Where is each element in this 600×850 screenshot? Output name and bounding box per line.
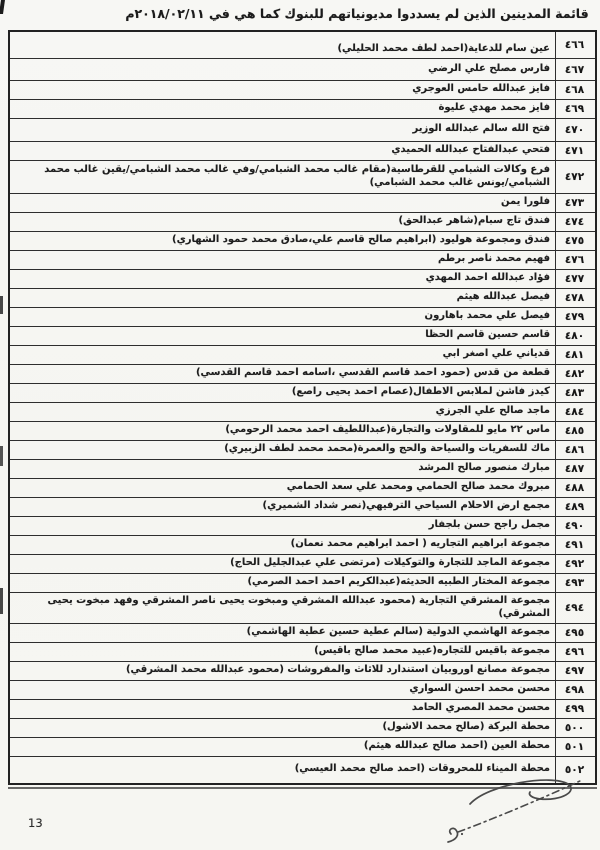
table-row <box>10 289 595 308</box>
row-number: ٤٨٧ <box>555 460 595 478</box>
row-number: ٤٦٦ <box>555 32 595 58</box>
row-number: ٤٨٤ <box>555 403 595 421</box>
debtor-name: ماجد صالح علي الجرزي <box>435 405 550 417</box>
table-row <box>10 555 595 574</box>
table-row <box>10 100 595 119</box>
table-row <box>10 194 595 213</box>
debtor-name: فيصل عبدالله هيثم <box>456 291 550 303</box>
row-number: ٤٨٦ <box>555 441 595 459</box>
table-row <box>10 574 595 593</box>
row-number: ٤٧٢ <box>555 161 595 193</box>
debtor-name: فهيم محمد ناصر برطم <box>437 253 550 265</box>
debtor-name: فندق تاج سبام(شاهر عبدالحق) <box>398 215 550 227</box>
debtor-name: فرع وكالات الشبامي للقرطاسية(مقام غالب محمد الشبامي/وفي غالب محمد الشبامي/يقين غالب محمد الشبامي/يونس غالب محمد الشبامي) <box>44 164 550 188</box>
table-row <box>10 738 595 757</box>
table-row <box>10 81 595 100</box>
row-number: ٤٩٠ <box>555 517 595 535</box>
row-number: ٤٨٨ <box>555 479 595 497</box>
debtors-table <box>8 30 597 785</box>
row-number: ٤٨٣ <box>555 384 595 402</box>
table-row <box>10 662 595 681</box>
scan-artifact <box>0 0 5 14</box>
table-row <box>10 270 595 289</box>
row-number: ٤٧٥ <box>555 232 595 250</box>
table-row <box>10 498 595 517</box>
table-row <box>10 327 595 346</box>
table-row <box>10 536 595 555</box>
debtor-name: محسن محمد المصري الحامد <box>411 702 550 714</box>
table-row <box>10 593 595 624</box>
row-number: ٤٩٨ <box>555 681 595 699</box>
row-number: ٤٨٩ <box>555 498 595 516</box>
debtor-name: مجموعة الهاشمي الدولية (سالم عطية حسين عطية الهاشمي) <box>246 626 550 638</box>
debtor-name: قاسم حسين قاسم الحظا <box>425 329 550 341</box>
debtor-name: فايز عبدالله حامس العوجري <box>412 83 550 95</box>
table-row <box>10 161 595 194</box>
debtor-name: قطعة من قدس (حمود احمد قاسم القدسي ،اسامه احمد قاسم القدسي) <box>195 367 550 379</box>
table-row <box>10 643 595 662</box>
debtor-name: مجموعة المشرقي التجارية (محمود عبدالله المشرقي ومبخوت يحيى ناصر المشرقي وفهد مبخوت يحيى المشرقي) <box>47 595 550 619</box>
debtor-name: فندق ومجموعة هوليود (ابراهيم صالح قاسم علي،صادق محمد حمود الشهاري) <box>172 234 550 246</box>
row-number: ٤٧٠ <box>555 119 595 141</box>
table-row <box>10 251 595 270</box>
row-number: ٤٨١ <box>555 346 595 364</box>
debtor-name: ماس ٢٢ مايو للمقاولات والتجارة(عبداللطيف احمد محمد الرحومي) <box>225 424 550 436</box>
debtor-name: ماك للسفريات والسياحة والحج والعمرة(محمد محمد لطف الزبيري) <box>224 443 550 455</box>
table-row <box>10 479 595 498</box>
debtor-name: مجموعة باقيس للتجاره(عبيد محمد صالح باقيس) <box>314 645 550 657</box>
debtor-name: فارس مصلح علي الرضي <box>428 62 550 74</box>
debtor-name: فلورا يمن <box>500 196 550 208</box>
debtor-name: مجموعة ابراهيم التجاريه ( احمد ابراهيم محمد نعمان) <box>290 538 550 550</box>
debtor-name: محطة العين (احمد صالح عبدالله هيثم) <box>363 740 550 752</box>
table-row <box>10 517 595 536</box>
debtor-name: محطة الميناء للمحروقات (احمد صالح محمد العيسي) <box>294 763 550 775</box>
debtor-name: مجموعة مصانع اوروبيان استندارد للاثاث والمفروشات (محمود عبدالله محمد المشرقي) <box>125 664 550 676</box>
table-row <box>10 403 595 422</box>
debtor-name: محسن محمد احسن السواري <box>409 683 550 695</box>
row-number: ٤٧٨ <box>555 289 595 307</box>
row-number: ٤٧٧ <box>555 270 595 288</box>
debtor-name: كيدز فاشن لملابس الاطفال(عصام احمد يحيى راصع) <box>291 386 550 398</box>
row-number: ٤٦٧ <box>555 59 595 80</box>
row-number: ٤٩٤ <box>555 593 595 623</box>
debtor-name: فتح الله سالم عبدالله الوزير <box>412 123 550 135</box>
scan-artifact <box>0 446 3 466</box>
row-number: ٤٩٧ <box>555 662 595 680</box>
row-number: ٤٦٩ <box>555 100 595 118</box>
row-number: ٤٩٩ <box>555 700 595 718</box>
row-number: ٤٧٤ <box>555 213 595 231</box>
row-number: ٤٨٢ <box>555 365 595 383</box>
row-number: ٤٨٠ <box>555 327 595 345</box>
debtor-name: فؤاد عبدالله احمد المهدي <box>425 272 550 284</box>
table-row <box>10 460 595 479</box>
debtor-name: مجمل راجح حسن بلجفار <box>428 519 550 531</box>
debtor-name: عين سام للدعاية(احمد لطف محمد الحليلي) <box>337 42 550 54</box>
row-number: ٤٨٥ <box>555 422 595 440</box>
table-row <box>10 441 595 460</box>
table-row <box>10 59 595 81</box>
table-row <box>10 232 595 251</box>
table-row <box>10 213 595 232</box>
debtor-name: مجموعة الماجد للتجارة والتوكيلات (مرتضى علي عبدالجليل الحاج) <box>230 557 550 569</box>
row-number: ٥٠٢ <box>555 757 595 783</box>
table-row <box>10 681 595 700</box>
row-number: ٤٩٦ <box>555 643 595 661</box>
handwritten-signature-mark <box>440 768 595 848</box>
debtor-name: مجمع ارض الاحلام السياحي الترفيهي(نصر شداد الشميري) <box>262 500 550 512</box>
debtor-name: محطة البركة (صالح محمد الاشول) <box>382 721 550 733</box>
table-row <box>10 32 595 59</box>
debtor-name: فايز محمد مهدي عليوة <box>438 102 550 114</box>
table-row <box>10 365 595 384</box>
row-number: ٥٠٠ <box>555 719 595 737</box>
debtor-name: مجموعة المختار الطبيه الحديثه(عبدالكريم احمد احمد الصرمي) <box>247 576 550 588</box>
scan-artifact <box>0 296 3 314</box>
table-row <box>10 700 595 719</box>
page-number: 13 <box>28 816 43 830</box>
debtor-name: قدياني علي اصغر ابي <box>442 348 550 360</box>
debtor-name: فتحي عبدالفتاح عبدالله الحميدي <box>391 144 550 156</box>
table-row <box>10 119 595 142</box>
row-number: ٤٩٢ <box>555 555 595 573</box>
table-row <box>10 422 595 441</box>
table-row <box>10 384 595 403</box>
debtor-name: مبروك محمد صالح الحمامي ومحمد علي سعد الحمامي <box>286 481 550 493</box>
row-number: ٤٧٩ <box>555 308 595 326</box>
debtor-name: مبارك منصور صالح المرشد <box>418 462 550 474</box>
table-row <box>10 308 595 327</box>
row-number: ٤٧٦ <box>555 251 595 269</box>
table-row <box>10 346 595 365</box>
table-row <box>10 142 595 161</box>
row-number: ٤٦٨ <box>555 81 595 99</box>
row-number: ٤٩٣ <box>555 574 595 592</box>
document-title: قائمة المدينين الذين لم يسددوا مديونياتهم للبنوك كما هي في ٢٠١٨/٠٢/١١م <box>125 6 589 21</box>
table-row <box>10 719 595 738</box>
row-number: ٤٧٣ <box>555 194 595 212</box>
scan-artifact <box>0 588 3 614</box>
debtor-name: فيصل علي محمد باهارون <box>424 310 550 322</box>
row-number: ٤٩١ <box>555 536 595 554</box>
row-number: ٥٠١ <box>555 738 595 756</box>
row-number: ٤٩٥ <box>555 624 595 642</box>
table-row <box>10 624 595 643</box>
row-number: ٤٧١ <box>555 142 595 160</box>
